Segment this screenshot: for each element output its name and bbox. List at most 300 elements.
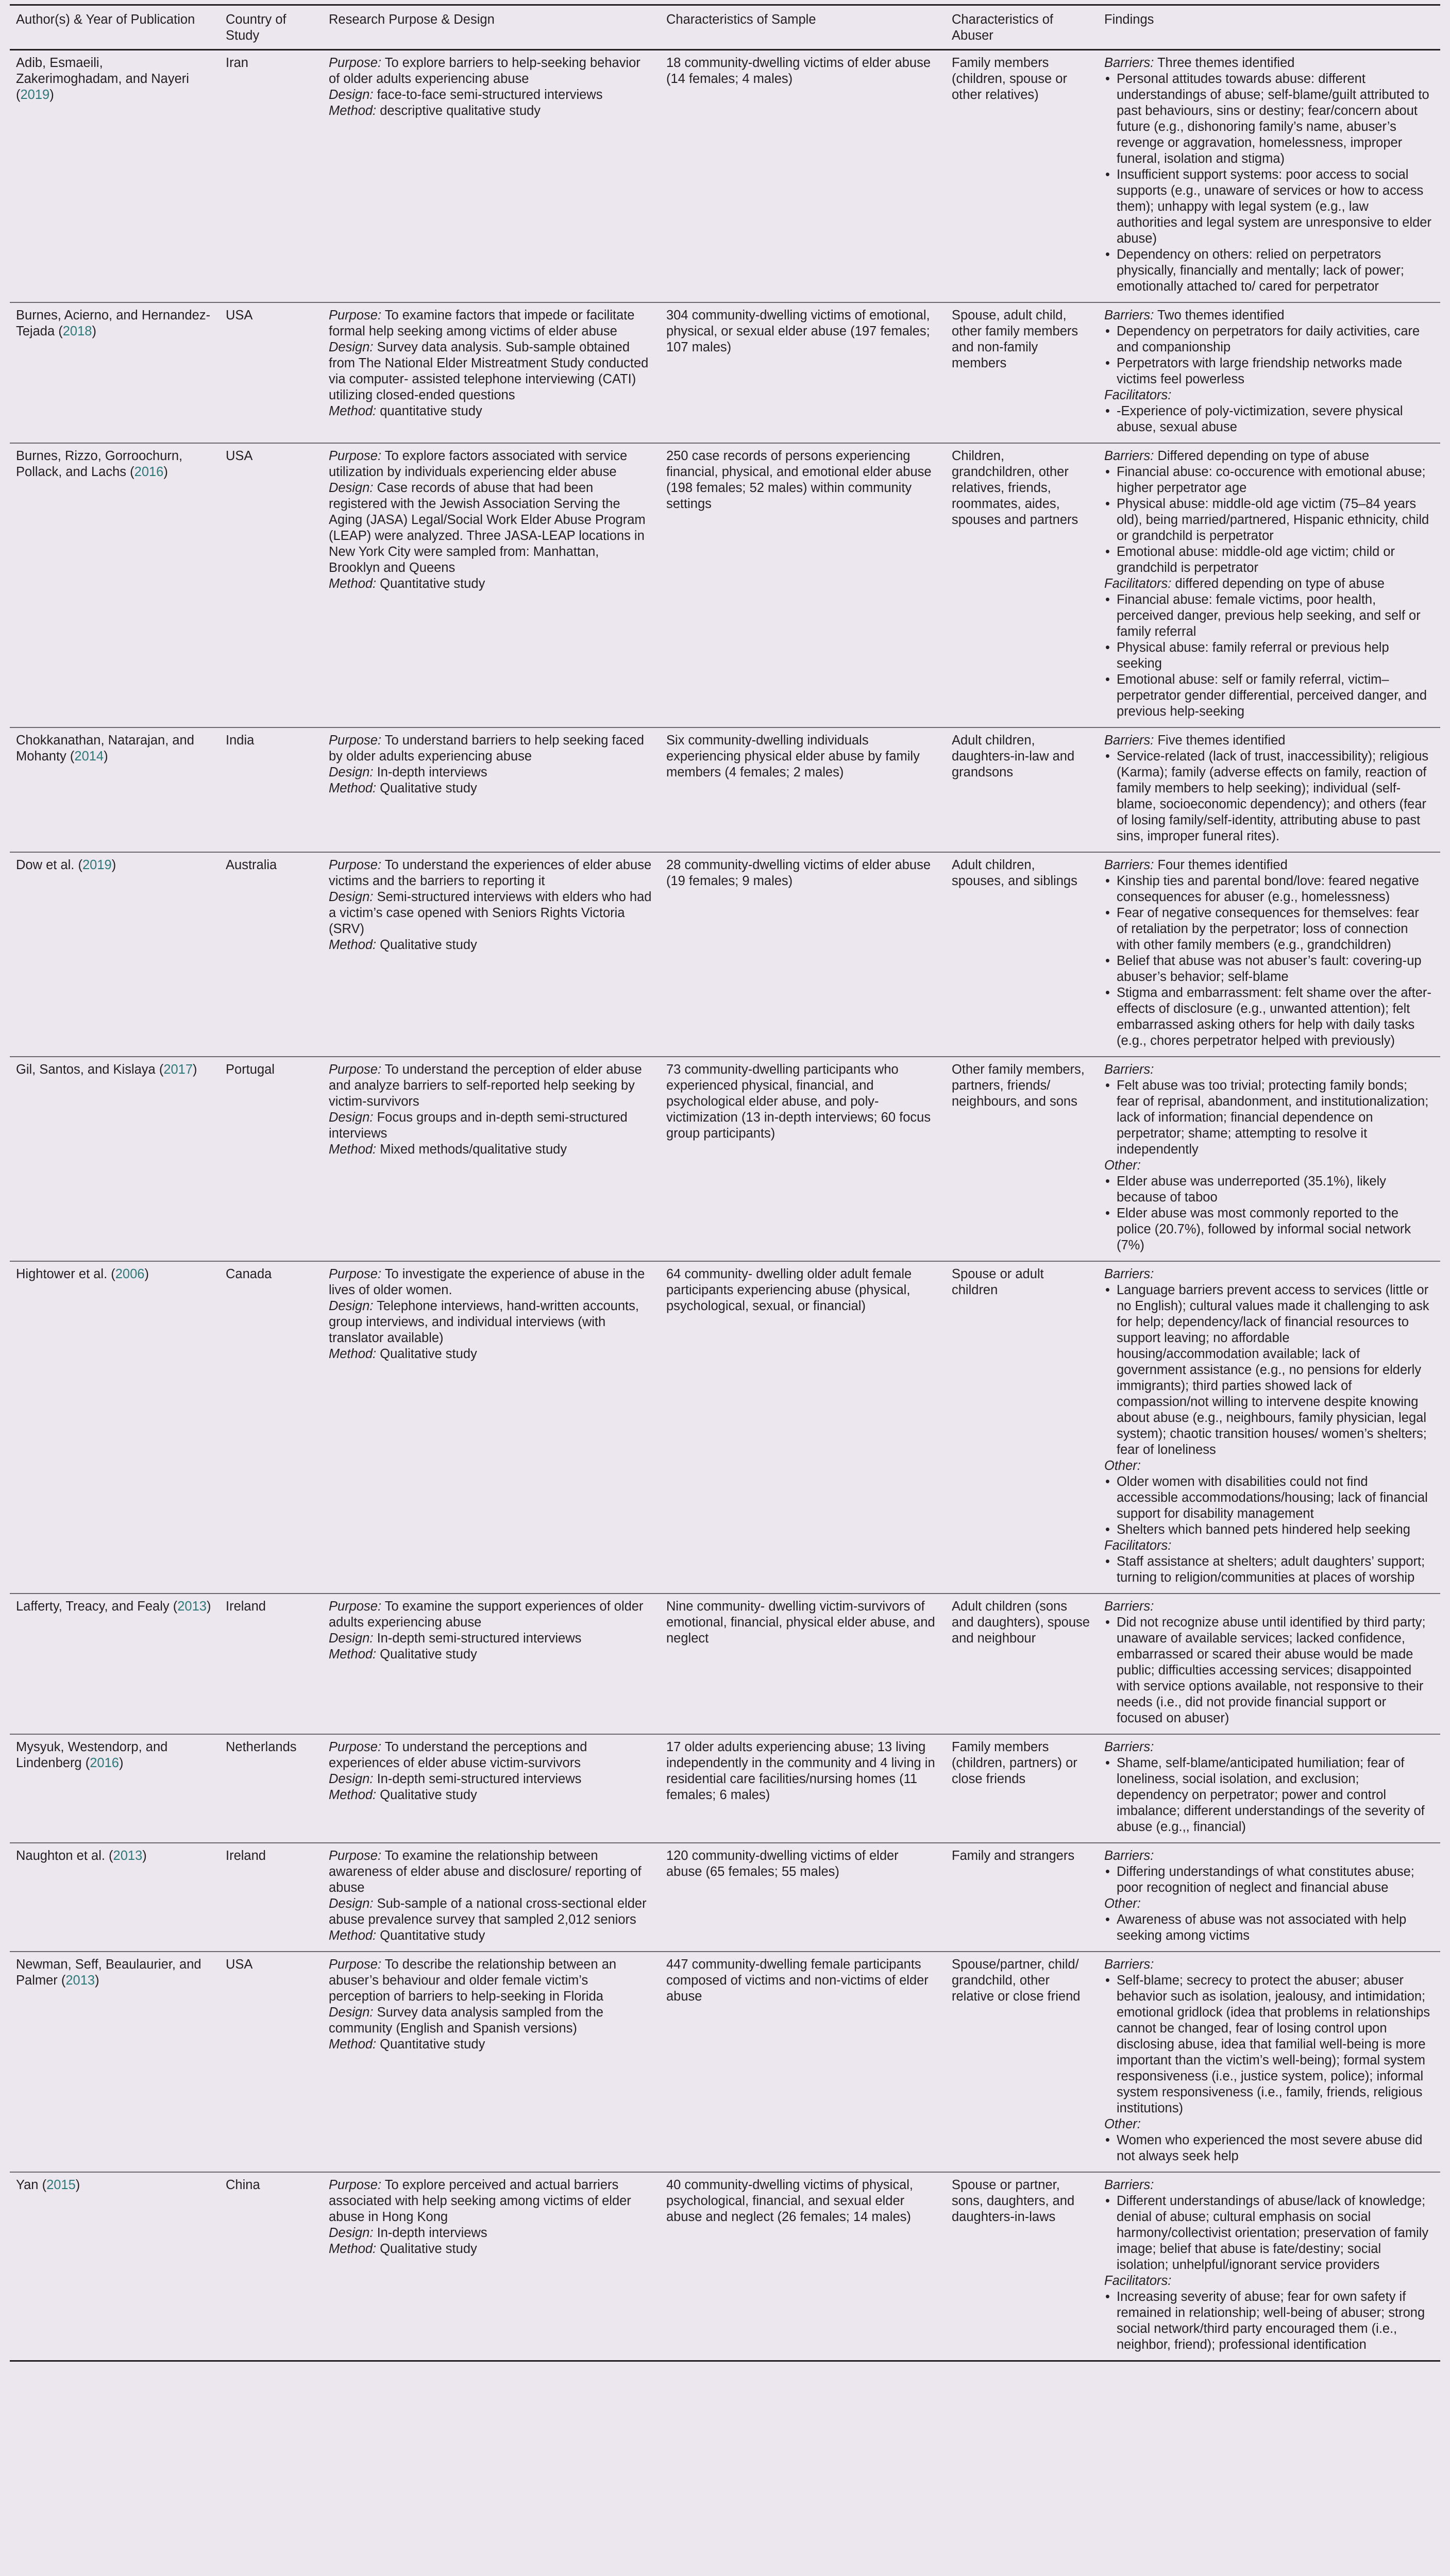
design-text: In-depth interviews [377, 765, 487, 779]
design-text: Sub-sample of a national cross-sectional elder abuse prevalence survey that sampled 2,012 seniors [329, 1896, 647, 1927]
design-line [329, 403, 652, 419]
findings-bullet: • Older women with disabilities could not find accessible accommodations/housing; lack of financial support for disability management [1104, 1474, 1432, 1522]
cell-sample: 17 older adults experiencing abuse; 13 living independently in the community and 4 living in residential care facilities/nursing homes (11 females; 6 males) [666, 1740, 935, 1802]
table-row [10, 1843, 1440, 1952]
findings-heading [1104, 448, 1432, 464]
design-text: To describe the relationship between an abuser’s behaviour and older female victim’s perception of barriers to help-seeking in Florida [329, 1957, 617, 2004]
cell-author: Chokkanathan, Natarajan, and Mohanty (2014) [16, 733, 194, 764]
design-line [329, 1848, 652, 1896]
design-label: Design: [329, 1110, 374, 1125]
header-row [10, 5, 1440, 50]
findings-label: Barriers: [1104, 1062, 1154, 1077]
header-design: Research Purpose & Design [329, 12, 495, 27]
design-line [329, 308, 652, 340]
design-text: Survey data analysis. Sub-sample obtained from The National Elder Mistreatment Study conducted via computer- assisted telephone interviewing (CATI) utilizing closed-ended questions [329, 340, 649, 402]
cell-findings [1098, 1261, 1440, 1594]
design-label: Purpose: [329, 1599, 382, 1614]
findings-label: Other: [1104, 2117, 1141, 2131]
table-row [10, 1952, 1440, 2172]
publication-year: 2013 [65, 1973, 95, 1988]
cell-country: Ireland [226, 1599, 266, 1614]
findings-bullet: • Language barriers prevent access to services (little or no English); cultural values made it challenging to ask for help; dependency/lack of financial resources to support leaving; no affordable housing/accommodation available; lack of government assistance (e.g., no pensions for elderly immigrants); third parties showed lack of compassion/not willing to intervene despite knowing about abuse (e.g., neighbours, family physician, legal system); chaotic transition houses/ women’s shelters; fear of loneliness [1104, 1282, 1432, 1458]
design-line [329, 1739, 652, 1771]
findings-list [1104, 324, 1432, 387]
author-names: Mysyuk, Westendorp, and Lindenberg [16, 1740, 168, 1770]
design-line [329, 1266, 652, 1298]
findings-label: Facilitators: [1104, 1538, 1172, 1553]
cell-design [323, 2172, 660, 2361]
findings-list [1104, 592, 1432, 720]
cell-country: Ireland [226, 1849, 266, 1863]
findings-list [1104, 2289, 1432, 2353]
cell-findings [1098, 50, 1440, 303]
cell-abuser: Adult children, daughters-in-law and grandsons [952, 733, 1075, 779]
cell-author: Yan (2015) [16, 2178, 80, 2192]
design-label: Method: [329, 1647, 377, 1662]
findings-heading [1104, 1848, 1432, 1864]
design-text: To explore factors associated with service utilization by individuals experiencing elder abuse [329, 449, 628, 479]
publication-year: 2019 [20, 88, 50, 102]
findings-bullet: • Differing understandings of what constitutes abuse; poor recognition of neglect and financial abuse [1104, 1864, 1432, 1896]
cell-findings [1098, 443, 1440, 727]
design-text: To examine the relationship between awareness of elder abuse and disclosure/ reporting of abuse [329, 1849, 642, 1895]
findings-bullet: • Emotional abuse: self or family referral, victim–perpetrator gender differential, perceived danger, and previous help-seeking [1104, 672, 1432, 720]
design-line [329, 765, 652, 781]
design-line [329, 1599, 652, 1631]
design-line [329, 781, 652, 796]
table-row [10, 852, 1440, 1057]
design-text: Quantitative study [380, 2037, 485, 2052]
design-label: Design: [329, 1299, 374, 1313]
publication-year: 2016 [90, 1756, 119, 1770]
design-text: Quantitative study [380, 577, 485, 591]
findings-label: Barriers: [1104, 1957, 1154, 1972]
cell-findings [1098, 1057, 1440, 1261]
design-label: Purpose: [329, 308, 382, 323]
findings-list [1104, 2193, 1432, 2273]
publication-year: 2006 [115, 1267, 145, 1281]
design-text: To explore barriers to help-seeking behavior of older adults experiencing abuse [329, 56, 640, 86]
design-label: Method: [329, 2037, 377, 2052]
cell-design [323, 1843, 660, 1952]
findings-heading [1104, 1896, 1432, 1912]
cell-design [323, 1057, 660, 1261]
design-label: Design: [329, 765, 374, 779]
publication-year: 2013 [113, 1849, 143, 1863]
findings-bullet: • Did not recognize abuse until identified by third party; unaware of available services; lacked confidence, embarrassed or scared their abuse would be made public; difficulties accessing services; disappointed with service options available, not responsive to their needs (i.e., did not provide financial support or focused on abuser) [1104, 1615, 1432, 1726]
findings-heading [1104, 2273, 1432, 2289]
findings-summary: Three themes identified [1157, 56, 1295, 70]
findings-list [1104, 749, 1432, 844]
design-label: Design: [329, 481, 374, 495]
cell-sample: 304 community-dwelling victims of emotional, physical, or sexual elder abuse (197 females; 107 males) [666, 308, 930, 354]
design-text: To examine the support experiences of older adults experiencing abuse [329, 1599, 644, 1630]
design-text: Mixed methods/qualitative study [380, 1142, 567, 1157]
design-line [329, 857, 652, 889]
design-label: Method: [329, 104, 377, 118]
design-line [329, 1142, 652, 1158]
design-text: Qualitative study [380, 2242, 477, 2256]
cell-findings [1098, 2172, 1440, 2361]
findings-heading [1104, 2177, 1432, 2193]
findings-heading [1104, 1957, 1432, 1973]
design-line [329, 937, 652, 953]
table-row [10, 302, 1440, 443]
publication-year: 2015 [46, 2178, 76, 2192]
design-text: To understand the experiences of elder abuse victims and the barriers to reporting it [329, 858, 652, 888]
design-line [329, 1647, 652, 1663]
publication-year: 2017 [163, 1062, 193, 1077]
design-line [329, 2037, 652, 2053]
table-row [10, 1261, 1440, 1594]
cell-author: Naughton et al. (2013) [16, 1849, 147, 1863]
findings-heading [1104, 1062, 1432, 1078]
findings-list [1104, 464, 1432, 576]
cell-findings [1098, 1734, 1440, 1843]
header-country: Country of Study [226, 12, 286, 43]
design-label: Design: [329, 1772, 374, 1786]
findings-heading [1104, 857, 1432, 873]
findings-list [1104, 71, 1432, 295]
cell-abuser: Spouse/partner, child/ grandchild, other relative or close friend [952, 1957, 1081, 2004]
author-names: Burnes, Acierno, and Hernandez-Tejada [16, 308, 211, 338]
cell-country: Australia [226, 858, 277, 872]
design-label: Design: [329, 88, 374, 102]
design-text: To explore perceived and actual barriers associated with help seeking among victims of elder abuse in Hong Kong [329, 2178, 631, 2224]
cell-author: Burnes, Acierno, and Hernandez-Tejada (2018) [16, 308, 211, 338]
author-names: Gil, Santos, and Kislaya [16, 1062, 156, 1077]
findings-bullet: • Felt abuse was too trivial; protecting family bonds; fear of reprisal, abandonment, and institutionalization; lack of information; financial dependence on perpetrator; shame; attempting to resolve it independently [1104, 1078, 1432, 1158]
design-label: Method: [329, 404, 377, 418]
cell-author: Mysyuk, Westendorp, and Lindenberg (2016) [16, 1740, 168, 1770]
publication-year: 2014 [74, 749, 104, 764]
design-label: Purpose: [329, 449, 382, 463]
cell-abuser: Adult children, spouses, and siblings [952, 858, 1077, 888]
findings-label: Barriers: [1104, 1599, 1154, 1614]
cell-author: Dow et al. (2019) [16, 858, 116, 872]
author-names: Dow et al. [16, 858, 75, 872]
findings-bullet: • Financial abuse: co-occurence with emotional abuse; higher perpetrator age [1104, 464, 1432, 496]
table-row [10, 1057, 1440, 1261]
author-names: Lafferty, Treacy, and Fealy [16, 1599, 170, 1614]
table-header [10, 5, 1440, 50]
design-label: Method: [329, 1788, 377, 1802]
findings-bullet: • Insufficient support systems: poor access to social supports (e.g., unaware of services or how to access them); unhappy with legal system (e.g., law authorities and legal system are unresponsive to elder abuse) [1104, 167, 1432, 247]
findings-summary: Two themes identified [1157, 308, 1285, 323]
findings-bullet: • Belief that abuse was not abuser’s fault: covering-up abuser’s behavior; self-blame [1104, 953, 1432, 985]
findings-list [1104, 873, 1432, 1049]
design-label: Purpose: [329, 1740, 382, 1754]
findings-bullet: • Shame, self-blame/anticipated humiliation; fear of loneliness, social isolation, and exclusion; dependency on perpetrator; power and control imbalance; different understandings of the severity of abuse (e.g.,, financial) [1104, 1755, 1432, 1835]
findings-heading [1104, 308, 1432, 324]
findings-label: Other: [1104, 1158, 1141, 1173]
findings-summary: differed depending on type of abuse [1175, 577, 1385, 591]
header-sample: Characteristics of Sample [666, 12, 816, 27]
design-line [329, 1771, 652, 1787]
design-label: Method: [329, 577, 377, 591]
findings-bullet: • Dependency on others: relied on perpetrators physically, financially and mentally; lack of power; emotionally attached to/ cared for perpetrator [1104, 247, 1432, 295]
findings-label: Facilitators: [1104, 577, 1172, 591]
design-label: Design: [329, 2005, 374, 2020]
design-text: Qualitative study [380, 1788, 477, 1802]
findings-heading [1104, 1266, 1432, 1282]
findings-bullet: • Personal attitudes towards abuse: different understandings of abuse; self-blame/guilt attributed to past behaviours, sins or destiny; fear/concern about future (e.g., dishonoring family’s name, abuser’s revenge or aggravation, homelessness, improper funeral, isolation and stigma) [1104, 71, 1432, 167]
design-text: Survey data analysis sampled from the community (English and Spanish versions) [329, 2005, 603, 2036]
findings-summary: Five themes identified [1157, 733, 1286, 748]
design-line [329, 2177, 652, 2225]
design-label: Purpose: [329, 2178, 382, 2192]
table-row [10, 2172, 1440, 2361]
design-label: Method: [329, 1928, 377, 1943]
design-line [329, 2005, 652, 2037]
findings-summary: Four themes identified [1157, 858, 1288, 872]
table-row [10, 443, 1440, 727]
cell-findings [1098, 852, 1440, 1057]
cell-abuser: Spouse, adult child, other family members and non-family members [952, 308, 1078, 370]
cell-findings [1098, 727, 1440, 852]
cell-country: USA [226, 308, 253, 323]
design-text: Quantitative study [380, 1928, 485, 1943]
table-row [10, 727, 1440, 852]
cell-country: Portugal [226, 1062, 275, 1077]
design-line [329, 1787, 652, 1803]
findings-heading [1104, 576, 1432, 592]
design-text: To understand the perception of elder abuse and analyze barriers to self-reported help seeking by victim-survivors [329, 1062, 642, 1109]
findings-label: Other: [1104, 1896, 1141, 1911]
cell-sample: 64 community- dwelling older adult female participants experiencing abuse (physical, psychological, sexual, or financial) [666, 1267, 912, 1313]
cell-country: USA [226, 449, 253, 463]
design-label: Purpose: [329, 56, 382, 70]
findings-bullet: • Self-blame; secrecy to protect the abuser; abuser behavior such as isolation, jealousy, and intimidation; emotional gridlock (idea that problems in relationships cannot be changed, fear of losing control upon disclosing abuse, idea that familial well-being is more important than the victim’s well-being); formal system responsiveness (i.e., justice system, police); informal system responsiveness (i.e., family, friends, religious institutions) [1104, 1973, 1432, 2116]
findings-label: Barriers: [1104, 1740, 1154, 1754]
findings-bullet: • Awareness of abuse was not associated with help seeking among victims [1104, 1912, 1432, 1944]
design-line [329, 576, 652, 592]
design-line [329, 2241, 652, 2257]
publication-year: 2018 [62, 324, 92, 338]
cell-country: Iran [226, 56, 248, 70]
findings-list [1104, 1615, 1432, 1726]
findings-bullet: • Service-related (lack of trust, inaccessibility); religious (Karma); family (adverse effects on family, reaction of family members to help seeking); individual (self-blame, socioeconomic dependency); and others (fear of losing family/self-identity, attributing abuse to past sins, improper funeral rites). [1104, 749, 1432, 844]
design-line [329, 1062, 652, 1110]
cell-abuser: Spouse or partner, sons, daughters, and daughters-in-laws [952, 2178, 1075, 2224]
findings-bullet: • Perpetrators with large friendship networks made victims feel powerless [1104, 355, 1432, 387]
design-line [329, 103, 652, 119]
design-text: Case records of abuse that had been registered with the Jewish Association Serving the Aging (JASA) Legal/Social Work Elder Abuse Program (LEAP) were analyzed. Three JASA-LEAP locations in New York City were sampled from: Manhattan, Brooklyn and Queens [329, 481, 646, 575]
design-text: To examine factors that impede or facilitate formal help seeking among victims of elder abuse [329, 308, 635, 338]
cell-abuser: Other family members, partners, friends/ neighbours, and sons [952, 1062, 1085, 1109]
author-names: Yan [16, 2178, 39, 2192]
design-label: Design: [329, 340, 374, 354]
cell-author: Adib, Esmaeili, Zakerimoghadam, and Nayeri (2019) [16, 56, 189, 102]
findings-list [1104, 1282, 1432, 1458]
cell-country: USA [226, 1957, 253, 1972]
design-text: Telephone interviews, hand-written accounts, group interviews, and individual interviews (with translator available) [329, 1299, 639, 1345]
cell-sample: 250 case records of persons experiencing financial, physical, and emotional elder abuse (198 females; 52 males) within community settings [666, 449, 932, 511]
findings-heading [1104, 55, 1432, 71]
design-label: Method: [329, 1347, 377, 1361]
design-line [329, 1298, 652, 1346]
table-row [10, 50, 1440, 303]
findings-list [1104, 1474, 1432, 1538]
findings-bullet: • Staff assistance at shelters; adult daughters’ support; turning to religion/communities at places of worship [1104, 1554, 1432, 1586]
cell-author: Hightower et al. (2006) [16, 1267, 149, 1281]
design-label: Purpose: [329, 1267, 382, 1281]
design-text: To understand the perceptions and experiences of elder abuse victim-survivors [329, 1740, 587, 1770]
findings-heading [1104, 1538, 1432, 1554]
cell-findings [1098, 302, 1440, 443]
cell-findings [1098, 1843, 1440, 1952]
header-abuser: Characteristics of Abuser [952, 12, 1053, 43]
author-names: Hightower et al. [16, 1267, 108, 1281]
cell-design [323, 1952, 660, 2172]
design-line [329, 2225, 652, 2241]
design-line [329, 889, 652, 937]
table-row [10, 1734, 1440, 1843]
findings-list [1104, 1174, 1432, 1253]
design-label: Purpose: [329, 1849, 382, 1863]
cell-sample: 73 community-dwelling participants who experienced physical, financial, and psychological elder abuse, and poly-victimization (13 in-depth interviews; 60 focus group participants) [666, 1062, 931, 1141]
findings-list [1104, 1755, 1432, 1835]
cell-country: Canada [226, 1267, 272, 1281]
design-label: Method: [329, 2242, 377, 2256]
findings-list [1104, 1078, 1432, 1158]
findings-summary: Differed depending on type of abuse [1157, 449, 1370, 463]
findings-label: Other: [1104, 1459, 1141, 1473]
design-text: Focus groups and in-depth semi-structured interviews [329, 1110, 628, 1141]
cell-country: India [226, 733, 255, 748]
findings-label: Facilitators: [1104, 2274, 1172, 2288]
findings-list [1104, 1864, 1432, 1896]
cell-country: Netherlands [226, 1740, 297, 1754]
cell-sample: 120 community-dwelling victims of elder abuse (65 females; 55 males) [666, 1849, 899, 1879]
author-names: Chokkanathan, Natarajan, and Mohanty [16, 733, 194, 764]
findings-bullet: • Physical abuse: middle-old age victim (75–84 years old), being married/partnered, Hispanic ethnicity, child or grandchild is perpetrator [1104, 496, 1432, 544]
design-label: Design: [329, 1631, 374, 1646]
design-label: Purpose: [329, 1957, 382, 1972]
findings-label: Barriers: [1104, 308, 1154, 323]
design-line [329, 448, 652, 480]
design-label: Design: [329, 1896, 374, 1911]
publication-year: 2016 [134, 465, 164, 479]
design-line [329, 480, 652, 576]
findings-bullet: • Kinship ties and parental bond/love: feared negative consequences for abuser (e.g., homelessness) [1104, 873, 1432, 905]
cell-design [323, 852, 660, 1057]
design-text: quantitative study [380, 404, 482, 418]
design-line [329, 87, 652, 103]
design-text: Qualitative study [380, 1647, 477, 1662]
cell-design [323, 1261, 660, 1594]
author-names: Newman, Seff, Beaulaurier, and Palmer [16, 1957, 201, 1988]
author-names: Adib, Esmaeili, Zakerimoghadam, and Nayeri [16, 56, 189, 86]
author-names: Naughton et al. [16, 1849, 105, 1863]
findings-heading [1104, 733, 1432, 749]
design-text: Qualitative study [380, 938, 477, 952]
cell-abuser: Family and strangers [952, 1849, 1075, 1863]
publication-year: 2019 [82, 858, 112, 872]
design-line [329, 1631, 652, 1647]
cell-country: China [226, 2178, 260, 2192]
cell-author: Lafferty, Treacy, and Fealy (2013) [16, 1599, 211, 1614]
findings-label: Barriers: [1104, 449, 1154, 463]
cell-sample: Six community-dwelling individuals experiencing physical elder abuse by family members (4 females; 2 males) [666, 733, 920, 779]
design-text: descriptive qualitative study [380, 104, 541, 118]
findings-bullet: • Stigma and embarrassment: felt shame over the after-effects of disclosure (e.g., unwanted attention); felt embarrassed asking others for help with daily tasks (e.g., chores perpetrator helped with previously) [1104, 985, 1432, 1049]
findings-list [1104, 1973, 1432, 2116]
cell-abuser: Children, grandchildren, other relatives, friends, roommates, aides, spouses and partners [952, 449, 1078, 527]
cell-findings [1098, 1594, 1440, 1734]
cell-author: Newman, Seff, Beaulaurier, and Palmer (2013) [16, 1957, 201, 1988]
table-body [10, 50, 1440, 2361]
header-author: Author(s) & Year of Publication [16, 12, 195, 27]
design-text: In-depth semi-structured interviews [377, 1631, 582, 1646]
header-findings: Findings [1104, 12, 1154, 27]
cell-design [323, 1594, 660, 1734]
design-text: Qualitative study [380, 781, 477, 795]
findings-label: Barriers: [1104, 1267, 1154, 1281]
findings-bullet: • Increasing severity of abuse; fear for own safety if remained in relationship; well-being of abuser; strong social network/third party encouraged them (i.e., neighbor, friend); professional identification [1104, 2289, 1432, 2353]
findings-label: Barriers: [1104, 1849, 1154, 1863]
design-label: Purpose: [329, 858, 382, 872]
findings-heading [1104, 387, 1432, 403]
cell-design [323, 50, 660, 303]
table-row [10, 1594, 1440, 1734]
cell-sample: 40 community-dwelling victims of physical, psychological, financial, and sexual elder abuse and neglect (26 females; 14 males) [666, 2178, 913, 2224]
findings-bullet: • Women who experienced the most severe abuse did not always seek help [1104, 2132, 1432, 2164]
design-text: Semi-structured interviews with elders who had a victim’s case opened with Seniors Rights Victoria (SRV) [329, 890, 652, 936]
findings-bullet: • Financial abuse: female victims, poor health, perceived danger, previous help seeking, and self or family referral [1104, 592, 1432, 640]
design-line [329, 1346, 652, 1362]
findings-bullet: • Shelters which banned pets hindered help seeking [1104, 1522, 1432, 1538]
design-label: Method: [329, 781, 377, 795]
design-line [329, 340, 652, 403]
cell-sample: 28 community-dwelling victims of elder abuse (19 females; 9 males) [666, 858, 931, 888]
design-text: Qualitative study [380, 1347, 477, 1361]
design-text: face-to-face semi-structured interviews [377, 88, 603, 102]
design-text: To investigate the experience of abuse in the lives of older women. [329, 1267, 645, 1297]
design-line [329, 1110, 652, 1142]
publication-year: 2013 [177, 1599, 207, 1614]
design-text: In-depth semi-structured interviews [377, 1772, 582, 1786]
findings-list [1104, 403, 1432, 435]
cell-abuser: Spouse or adult children [952, 1267, 1044, 1297]
findings-label: Facilitators: [1104, 388, 1172, 402]
findings-heading [1104, 1458, 1432, 1474]
findings-bullet: • Emotional abuse: middle-old age victim; child or grandchild is perpetrator [1104, 544, 1432, 576]
findings-heading [1104, 2116, 1432, 2132]
findings-heading [1104, 1739, 1432, 1755]
design-line [329, 1928, 652, 1944]
cell-abuser: Family members (children, partners) or close friends [952, 1740, 1077, 1786]
findings-bullet: • Dependency on perpetrators for daily activities, care and companionship [1104, 324, 1432, 355]
findings-list [1104, 1912, 1432, 1944]
findings-heading [1104, 1158, 1432, 1174]
cell-author: Burnes, Rizzo, Gorroochurn, Pollack, and Lachs (2016) [16, 449, 183, 479]
cell-design [323, 1734, 660, 1843]
design-label: Method: [329, 938, 377, 952]
design-label: Purpose: [329, 1062, 382, 1077]
studies-table [10, 4, 1440, 2362]
cell-author: Gil, Santos, and Kislaya (2017) [16, 1062, 197, 1077]
cell-design [323, 727, 660, 852]
cell-sample: 18 community-dwelling victims of elder abuse (14 females; 4 males) [666, 56, 931, 86]
findings-bullet: • -Experience of poly-victimization, severe physical abuse, sexual abuse [1104, 403, 1432, 435]
findings-heading [1104, 1599, 1432, 1615]
findings-bullet: • Fear of negative consequences for themselves: fear of retaliation by the perpetrator; loss of connection with other family members (e.g., grandchildren) [1104, 905, 1432, 953]
design-text: To understand barriers to help seeking faced by older adults experiencing abuse [329, 733, 644, 764]
design-line [329, 1896, 652, 1928]
findings-label: Barriers: [1104, 56, 1154, 70]
design-text: In-depth interviews [377, 2226, 487, 2240]
